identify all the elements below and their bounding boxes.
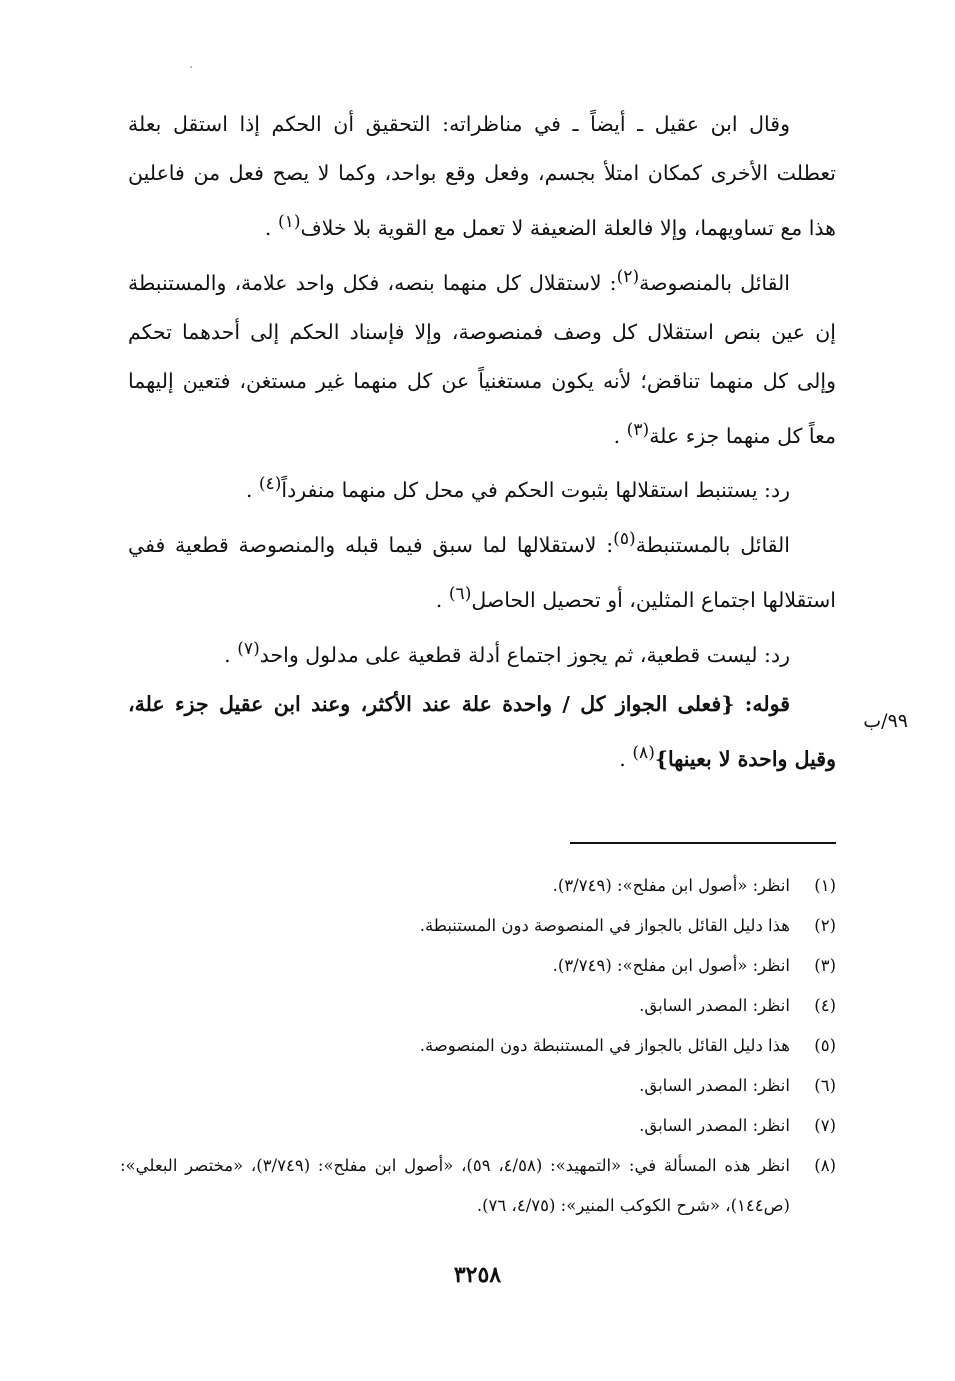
paragraph-text: رد: يستنبط استقلالها بثبوت الحكم في محل كل منهما منفرداً bbox=[281, 478, 790, 503]
footnote-item bbox=[120, 986, 836, 1026]
paragraph-ibn-aqil bbox=[128, 100, 836, 253]
paragraph-lead: قوله: bbox=[734, 691, 790, 716]
paragraph-end: . bbox=[224, 642, 238, 667]
footnote-ref[interactable]: (١) bbox=[277, 212, 301, 232]
footnote-text: هذا دليل القائل بالجواز في المستنبطة دون المنصوصة. bbox=[419, 1036, 790, 1055]
paragraph-text: رد: ليست قطعية، ثم يجوز اجتماع أدلة قطعية على مدلول واحد bbox=[259, 642, 790, 667]
paragraph-end: . bbox=[264, 215, 278, 240]
paragraph-mustanbata bbox=[128, 515, 836, 625]
footnotes bbox=[120, 866, 836, 1226]
footnote-text: انظر: المصدر السابق. bbox=[639, 1076, 790, 1095]
footnote-item bbox=[120, 1066, 836, 1106]
footnote-text: انظر هذه المسألة في: «التمهيد»: (٤/٥٨، ٥٩)، «أصول ابن مفلح»: (٣/٧٤٩)، «مختصر البعلي»: (ص١٤٤)، «شرح الكوكب المنير»: (٤/٧٥، ٧٦). bbox=[120, 1156, 790, 1215]
footnote-item bbox=[120, 946, 836, 986]
paragraph-text: وقال ابن عقيل ـ أيضاً ـ في مناظراته: التحقيق أن الحكم إذا استقل بعلة تعطلت الأخرى كمكان امتلأ بجسم، وفعل وقع بواحد، وكما لا يصح فعل من فاعلين هذا مع تساويهما، وإلا فالعلة الضعيفة لا تعمل مع القوية بلا خلاف bbox=[128, 112, 836, 240]
paragraph-lead: القائل بالمنصوصة bbox=[639, 270, 790, 295]
footnote-number: (٥) bbox=[814, 1036, 836, 1055]
footnote-number: (٧) bbox=[814, 1116, 836, 1135]
footnote-ref[interactable]: (٦) bbox=[448, 584, 472, 605]
paragraph-text: : لاستقلال كل منهما بنصه، فكل واحد علامة، والمستنبطة إن عين بنص استقلال كل وصف فمنصوصة، وإلا فإسناد الحكم إلى أحدهما تحكم وإلى كل منهما تناقض؛ لأنه يكون مستغنياً عن كل منهما غير مستغن، فتعين إليهما معاً كل منهما جزء علة bbox=[128, 270, 836, 448]
paragraph-end: . bbox=[435, 587, 449, 612]
footnote-number: (٨) bbox=[814, 1156, 836, 1175]
footnote-ref[interactable]: (٤) bbox=[258, 474, 282, 495]
footnote-text: انظر: «أصول ابن مفلح»: (٣/٧٤٩). bbox=[552, 876, 790, 895]
paragraph-text: : لاستقلالها لما سبق فيما قبله والمنصوصة قطعية ففي استقلالها اجتماع المثلين، أو تحصيل الحاصل bbox=[128, 533, 836, 612]
page-number: ٣٢٥٨ bbox=[453, 1262, 502, 1288]
footnote-number: (٦) bbox=[814, 1076, 836, 1095]
paragraph-end: . bbox=[245, 478, 259, 503]
footnote-number: (٢) bbox=[814, 916, 836, 935]
footnote-ref[interactable]: (٢) bbox=[616, 266, 640, 287]
paragraph-lead: القائل بالمستنبطة bbox=[635, 533, 790, 558]
footnote-ref[interactable]: (٥) bbox=[613, 529, 636, 550]
footnote-ref[interactable]: (٣) bbox=[626, 419, 650, 440]
footnote-number: (١) bbox=[814, 876, 836, 895]
footnote-text: انظر: المصدر السابق. bbox=[639, 996, 790, 1015]
paragraph-end: . bbox=[619, 746, 633, 771]
footnote-item bbox=[120, 1026, 836, 1066]
footnote-item bbox=[120, 906, 836, 946]
paragraph-mansusa bbox=[128, 253, 836, 461]
footnote-item bbox=[120, 866, 836, 906]
paragraph-matn-quote bbox=[128, 680, 836, 784]
footnote-item bbox=[120, 1146, 836, 1226]
footnote-item bbox=[120, 1106, 836, 1146]
footnote-text: انظر: المصدر السابق. bbox=[639, 1116, 790, 1135]
footnote-separator bbox=[570, 842, 836, 844]
paragraph-reply-2 bbox=[128, 625, 836, 680]
footnote-text: هذا دليل القائل بالجواز في المنصوصة دون المستنبطة. bbox=[419, 916, 790, 935]
manuscript-folio-marker: ٩٩/ب bbox=[863, 710, 908, 732]
main-text bbox=[128, 100, 836, 784]
footnote-ref[interactable]: (٨) bbox=[632, 742, 655, 763]
paragraph-end: . bbox=[613, 423, 627, 448]
matn-quote: {فعلى الجواز كل / واحدة علة عند الأكثر، وعند ابن عقيل جزء علة، وقيل واحدة لا بعينها} bbox=[128, 691, 836, 771]
footnote-text: انظر: «أصول ابن مفلح»: (٣/٧٤٩). bbox=[552, 956, 790, 975]
paragraph-reply-1 bbox=[128, 460, 836, 515]
scan-speck bbox=[190, 66, 192, 68]
footnote-number: (٤) bbox=[814, 996, 836, 1015]
footnote-ref[interactable]: (٧) bbox=[237, 638, 260, 659]
footnote-number: (٣) bbox=[814, 956, 836, 975]
